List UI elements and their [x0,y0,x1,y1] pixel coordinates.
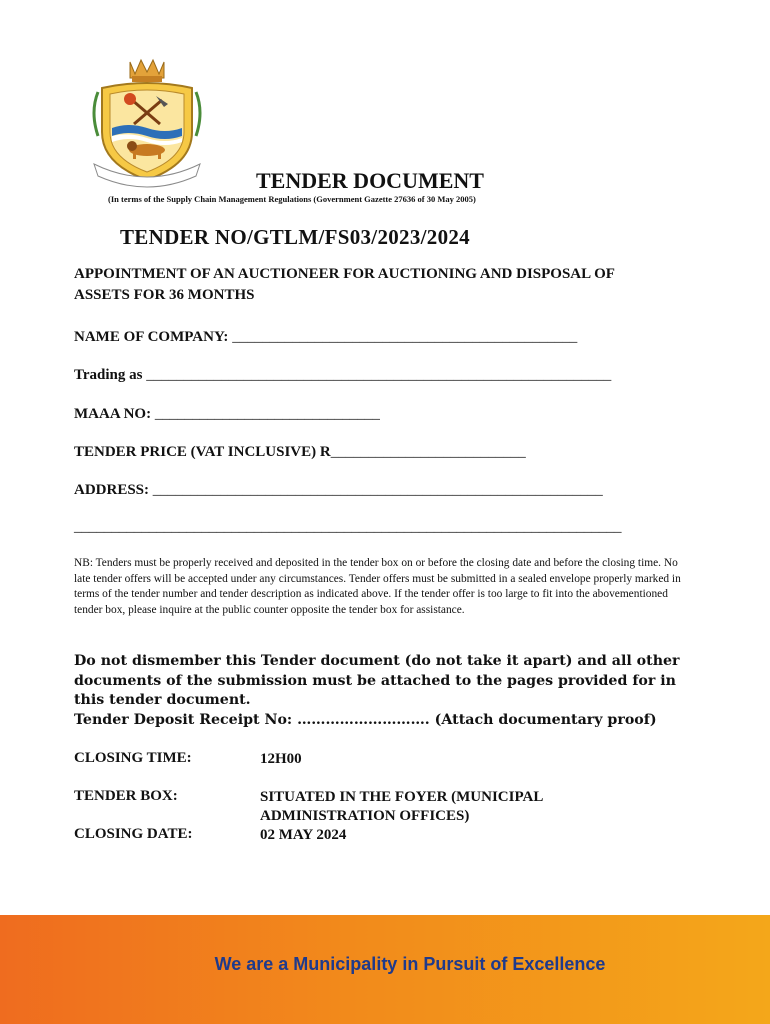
instructions-block [74,652,694,730]
company-name-blank[interactable]: ______________________________________________ [228,329,578,345]
trading-as-blank[interactable]: ______________________________________________________________ [142,367,612,383]
maaa-no-blank[interactable]: ______________________________ [151,406,380,422]
document-title: TENDER DOCUMENT [256,168,484,193]
trading-as-field [74,367,611,384]
address-blank[interactable]: ____________________________________________________________ [149,482,603,498]
closing-time-value: 12H00 [260,751,302,767]
deposit-receipt-line: Tender Deposit Receipt No: ………………………. (Attach documentary proof) [74,711,657,728]
trading-as-label: Trading as [74,367,143,383]
footer-slogan: We are a Municipality in Pursuit of Excellence [214,954,606,974]
dismember-instruction: Do not dismember this Tender document (do not take it apart) and all other documents of the submission must be attached to the pages provided for in this tender document. [74,653,680,708]
tender-box-value: SITUATED IN THE FOYER (MUNICIPAL ADMINISTRATION OFFICES) [260,789,543,824]
municipal-crest-logo [88,52,206,192]
company-name-label: NAME OF COMPANY: [74,329,229,345]
closing-time-label: CLOSING TIME: [74,750,192,766]
maaa-no-field [74,406,380,423]
tender-description: APPOINTMENT OF AN AUCTIONEER FOR AUCTIONING AND DISPOSAL OF ASSETS FOR 36 MONTHS [74,266,615,303]
tender-price-blank[interactable]: __________________________ [330,444,526,460]
closing-date-label: CLOSING DATE: [74,826,193,842]
company-name-field [74,329,577,346]
address-field [74,482,603,499]
tender-price-label: TENDER PRICE (VAT INCLUSIVE) R [74,444,331,460]
tender-price-field [74,444,526,461]
address-label: ADDRESS: [74,482,150,498]
closing-date-value: 02 MAY 2024 [260,827,347,843]
submission-note: NB: Tenders must be properly received and deposited in the tender box on or before the closing date and before the closing time. No late tender offers will be accepted under any circumstances. Tender offers must be submitted in a sealed envelope properly marked in terms of the tender number and tender description as indicated above. If the tender offer is too large to fit into the abovementioned tender box, please inquire at the public counter opposite the tender box for assistance. [74,557,681,616]
maaa-no-label: MAAA NO: [74,406,152,422]
tender-box-label: TENDER BOX: [74,788,178,804]
address-blank-line-2[interactable]: _________________________________________________________________________ [74,519,622,535]
tender-number: TENDER NO/GTLM/FS03/2023/2024 [120,225,470,249]
document-subtitle: (In terms of the Supply Chain Management Regulations (Government Gazette 27636 of 30 May 2005) [108,194,476,204]
